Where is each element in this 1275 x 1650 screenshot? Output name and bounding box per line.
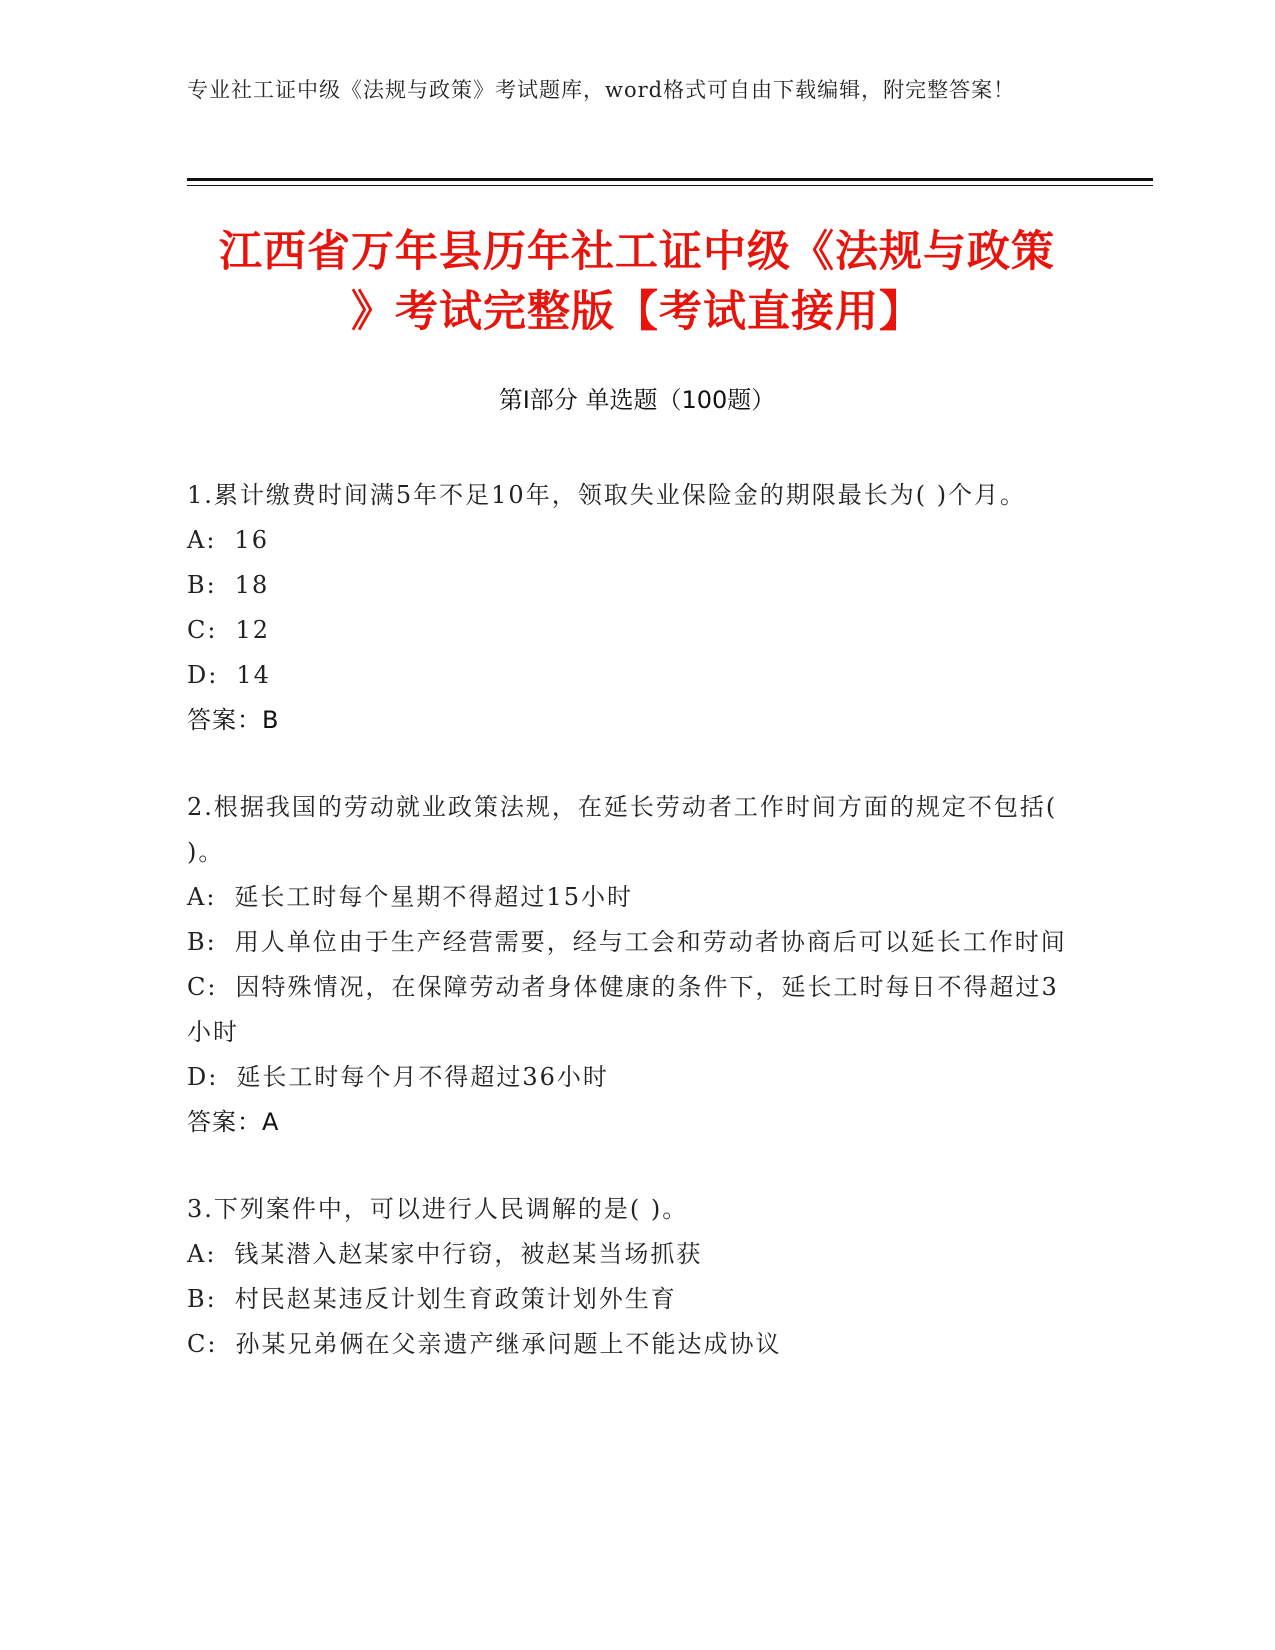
option-letter: A: bbox=[187, 526, 217, 554]
question-3 bbox=[187, 1187, 1067, 1367]
option-c bbox=[187, 965, 1067, 1055]
option-letter: A: bbox=[187, 883, 217, 911]
question-stem: 1.累计缴费时间满5年不足10年，领取失业保险金的期限最长为( )个月。 bbox=[187, 481, 1027, 509]
option-b bbox=[187, 563, 1067, 608]
document-title bbox=[187, 222, 1087, 342]
option-text: 钱某潜入赵某家中行窃，被赵某当场抓获 bbox=[234, 1240, 703, 1268]
option-c bbox=[187, 1322, 1067, 1367]
option-d bbox=[187, 1055, 1067, 1100]
option-text: 14 bbox=[236, 661, 271, 689]
option-text: 用人单位由于生产经营需要，经与工会和劳动者协商后可以延长工作时间 bbox=[234, 928, 1067, 956]
title-line-1: 江西省万年县历年社工证中级《法规与政策 bbox=[219, 227, 1055, 277]
option-text: 16 bbox=[234, 526, 269, 554]
option-text: 12 bbox=[235, 616, 270, 644]
question-1 bbox=[187, 473, 1067, 743]
option-letter: C: bbox=[187, 616, 218, 644]
section-heading: 第Ⅰ部分 单选题（100题） bbox=[498, 386, 776, 414]
option-letter: C: bbox=[187, 973, 218, 1001]
option-text: 延长工时每个月不得超过36小时 bbox=[236, 1063, 609, 1091]
option-letter: D: bbox=[187, 1063, 219, 1091]
option-letter: C: bbox=[187, 1330, 218, 1358]
option-letter: D: bbox=[187, 661, 219, 689]
option-letter: B: bbox=[187, 571, 217, 599]
option-a bbox=[187, 518, 1067, 563]
option-b bbox=[187, 920, 1067, 965]
option-letter: B: bbox=[187, 1285, 217, 1313]
header-note: 专业社工证中级《法规与政策》考试题库，word格式可自由下载编辑，附完整答案！ bbox=[187, 78, 1016, 102]
option-c bbox=[187, 608, 1067, 653]
option-d bbox=[187, 653, 1067, 698]
option-text: 村民赵某违反计划生育政策计划外生育 bbox=[234, 1285, 677, 1313]
question-list bbox=[187, 473, 1067, 1409]
question-stem: 2.根据我国的劳动就业政策法规，在延长劳动者工作时间方面的规定不包括( )。 bbox=[187, 793, 1058, 866]
option-text: 18 bbox=[234, 571, 270, 599]
option-text: 因特殊情况，在保障劳动者身体健康的条件下，延长工时每日不得超过3小时 bbox=[187, 973, 1059, 1046]
option-b bbox=[187, 1277, 1067, 1322]
answer-line: 答案：B bbox=[187, 706, 280, 734]
question-2 bbox=[187, 785, 1067, 1145]
header-divider-thick bbox=[187, 178, 1153, 181]
option-a bbox=[187, 875, 1067, 920]
option-letter: B: bbox=[187, 928, 217, 956]
option-a bbox=[187, 1232, 1067, 1277]
question-stem: 3.下列案件中，可以进行人民调解的是( )。 bbox=[187, 1195, 689, 1223]
option-text: 延长工时每个星期不得超过15小时 bbox=[234, 883, 633, 911]
title-line-2: 》考试完整版【考试直接用】 bbox=[351, 287, 923, 337]
header-divider-thin bbox=[187, 185, 1153, 186]
answer-line: 答案：A bbox=[187, 1108, 280, 1136]
option-text: 孙某兄弟俩在父亲遗产继承问题上不能达成协议 bbox=[235, 1330, 782, 1358]
option-letter: A: bbox=[187, 1240, 217, 1268]
